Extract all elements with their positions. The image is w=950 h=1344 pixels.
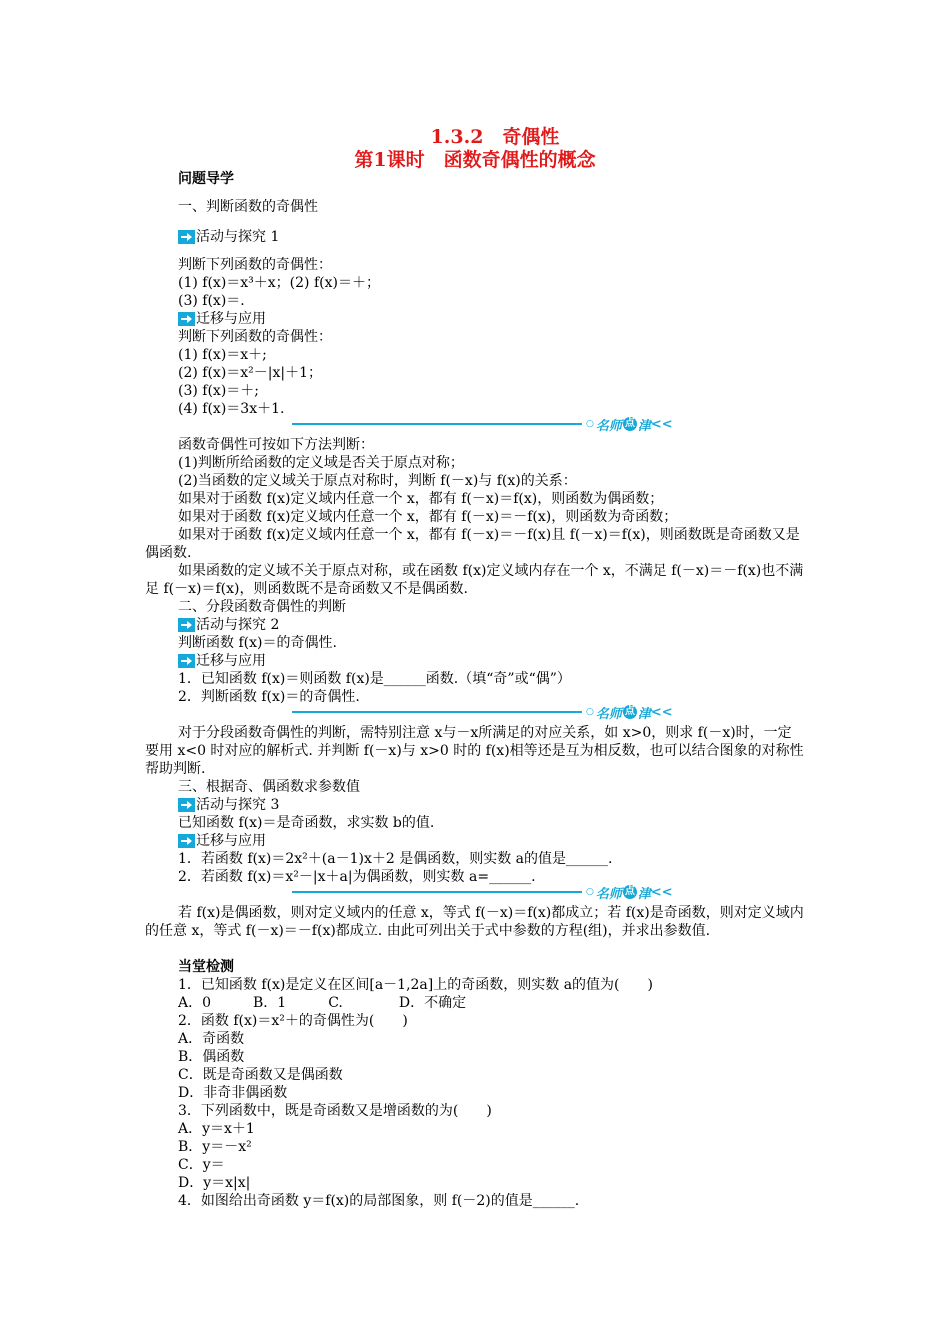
text-line: (4) f(x)＝3x＋1. bbox=[178, 401, 285, 417]
text-line: 已知函数 f(x)＝是奇函数，求实数 b的值. bbox=[178, 815, 435, 831]
section-heading-2: 二、分段函数奇偶性的判断 bbox=[178, 599, 346, 615]
text-line: (2) f(x)＝x²－|x|＋1； bbox=[178, 365, 323, 381]
tip-divider bbox=[292, 884, 692, 900]
tip-divider bbox=[292, 704, 692, 720]
practice-heading-2: 迁移与应用 bbox=[178, 652, 266, 670]
text-line: 判断下列函数的奇偶性： bbox=[178, 329, 332, 345]
question-option: C．y＝ bbox=[178, 1157, 225, 1173]
text-line: (3) f(x)＝＋; bbox=[178, 383, 259, 399]
text-line: 判断函数 f(x)＝的奇偶性. bbox=[178, 635, 337, 651]
text-line: (1) f(x)＝x³＋x；(2) f(x)＝＋； bbox=[178, 275, 380, 291]
question-option: A．y＝x＋1 bbox=[178, 1121, 255, 1137]
question-option: B．y＝－x² bbox=[178, 1139, 252, 1155]
question: 4．如图给出奇函数 y＝f(x)的局部图象，则 f(－2)的值是______. bbox=[178, 1193, 580, 1209]
teacher-tip-badge: ○ 名师 点 津 << bbox=[586, 884, 673, 902]
section-heading-3: 三、根据奇、偶函数求参数值 bbox=[178, 779, 360, 795]
paragraph: 如果对于函数 f(x)定义域内任意一个 x，都有 f(－x)＝－f(x)且 f(－x)＝f(x)，则函数既是奇函数又是偶函数. bbox=[145, 527, 800, 561]
section-heading-1: 一、判断函数的奇偶性 bbox=[178, 199, 318, 215]
text-line: (1) f(x)＝x＋; bbox=[178, 347, 267, 363]
section-title: 1.3.2 奇偶性 bbox=[430, 126, 560, 148]
arrow-icon bbox=[178, 834, 195, 848]
arrow-icon bbox=[178, 654, 195, 668]
text-line: (2)当函数的定义域关于原点对称时，判断 f(－x)与 f(x)的关系： bbox=[178, 473, 577, 489]
tip-divider bbox=[292, 416, 692, 432]
text-line: 如果对于函数 f(x)定义域内任意一个 x，都有 f(－x)＝f(x)，则函数为偶函数； bbox=[178, 491, 664, 507]
paragraph: 如果函数的定义域不关于原点对称，或在函数 f(x)定义域内存在一个 x，不满足 f(－x)＝－f(x)也不满足 f(－x)＝f(x)，则函数既不是奇函数又不是偶函数. bbox=[145, 563, 804, 597]
question-option: C．既是奇函数又是偶函数 bbox=[178, 1067, 343, 1083]
text-line: 1．已知函数 f(x)＝则函数 f(x)是______函数.（填“奇”或“偶”） bbox=[178, 671, 571, 687]
activity-heading-2: 活动与探究 2 bbox=[178, 616, 279, 634]
text-line: 判断下列函数的奇偶性： bbox=[178, 257, 332, 273]
arrow-icon bbox=[178, 618, 195, 632]
heading-classroom-test: 当堂检测 bbox=[178, 959, 234, 975]
text-line: 如果对于函数 f(x)定义域内任意一个 x，都有 f(－x)＝－f(x)，则函数为奇函数； bbox=[178, 509, 678, 525]
arrow-icon bbox=[178, 798, 195, 812]
text-line: 2．判断函数 f(x)＝的奇偶性. bbox=[178, 689, 360, 705]
arrow-icon bbox=[178, 312, 195, 326]
teacher-tip-badge: ○ 名师 点 津 << bbox=[586, 704, 673, 722]
text-line: (1)判断所给函数的定义域是否关于原点对称； bbox=[178, 455, 464, 471]
lesson-title: 第1课时 函数奇偶性的概念 bbox=[354, 149, 596, 171]
paragraph: 若 f(x)是偶函数，则对定义域内的任意 x，等式 f(－x)＝f(x)都成立；若 f(x)是奇函数，则对定义域内的任意 x，等式 f(－x)＝－f(x)都成立. 由此可列出关于式中参数的方程(组)，并求出参数值. bbox=[145, 905, 804, 939]
text-line: 1．若函数 f(x)＝2x²＋(a－1)x＋2 是偶函数，则实数 a的值是______. bbox=[178, 851, 613, 867]
question: 2．函数 f(x)＝x²＋的奇偶性为( ) bbox=[178, 1013, 408, 1029]
activity-heading-1: 活动与探究 1 bbox=[178, 228, 279, 246]
question-option: D．y＝x|x| bbox=[178, 1175, 251, 1191]
text-line: 2．若函数 f(x)＝x²－|x＋a|为偶函数，则实数 a=______. bbox=[178, 869, 536, 885]
question: 1．已知函数 f(x)是定义在区间[a－1,2a]上的奇函数，则实数 a的值为( ) bbox=[178, 977, 653, 993]
question: 3．下列函数中，既是奇函数又是增函数的为( ) bbox=[178, 1103, 492, 1119]
heading-problem-guide: 问题导学 bbox=[178, 171, 234, 187]
text-line: (3) f(x)＝. bbox=[178, 293, 245, 309]
activity-heading-3: 活动与探究 3 bbox=[178, 796, 279, 814]
teacher-tip-badge: ○ 名师 点 津 << bbox=[586, 416, 673, 434]
practice-heading-3: 迁移与应用 bbox=[178, 832, 266, 850]
arrow-icon bbox=[178, 230, 195, 244]
paragraph: 对于分段函数奇偶性的判断，需特别注意 x与－x所满足的对应关系，如 x>0，则求 f(－x)时，一定要用 x<0 时对应的解析式. 并判断 f(－x)与 x>0 时的 f(x)相等还是互为相反数，也可以结合图象的对称性帮助判断. bbox=[145, 725, 804, 777]
question-options: A．0 B．1 C. D．不确定 bbox=[178, 995, 467, 1011]
question-option: D．非奇非偶函数 bbox=[178, 1085, 288, 1101]
question-option: A．奇函数 bbox=[178, 1031, 245, 1047]
question-option: B．偶函数 bbox=[178, 1049, 245, 1065]
practice-heading-1: 迁移与应用 bbox=[178, 310, 266, 328]
text-line: 函数奇偶性可按如下方法判断： bbox=[178, 437, 374, 453]
